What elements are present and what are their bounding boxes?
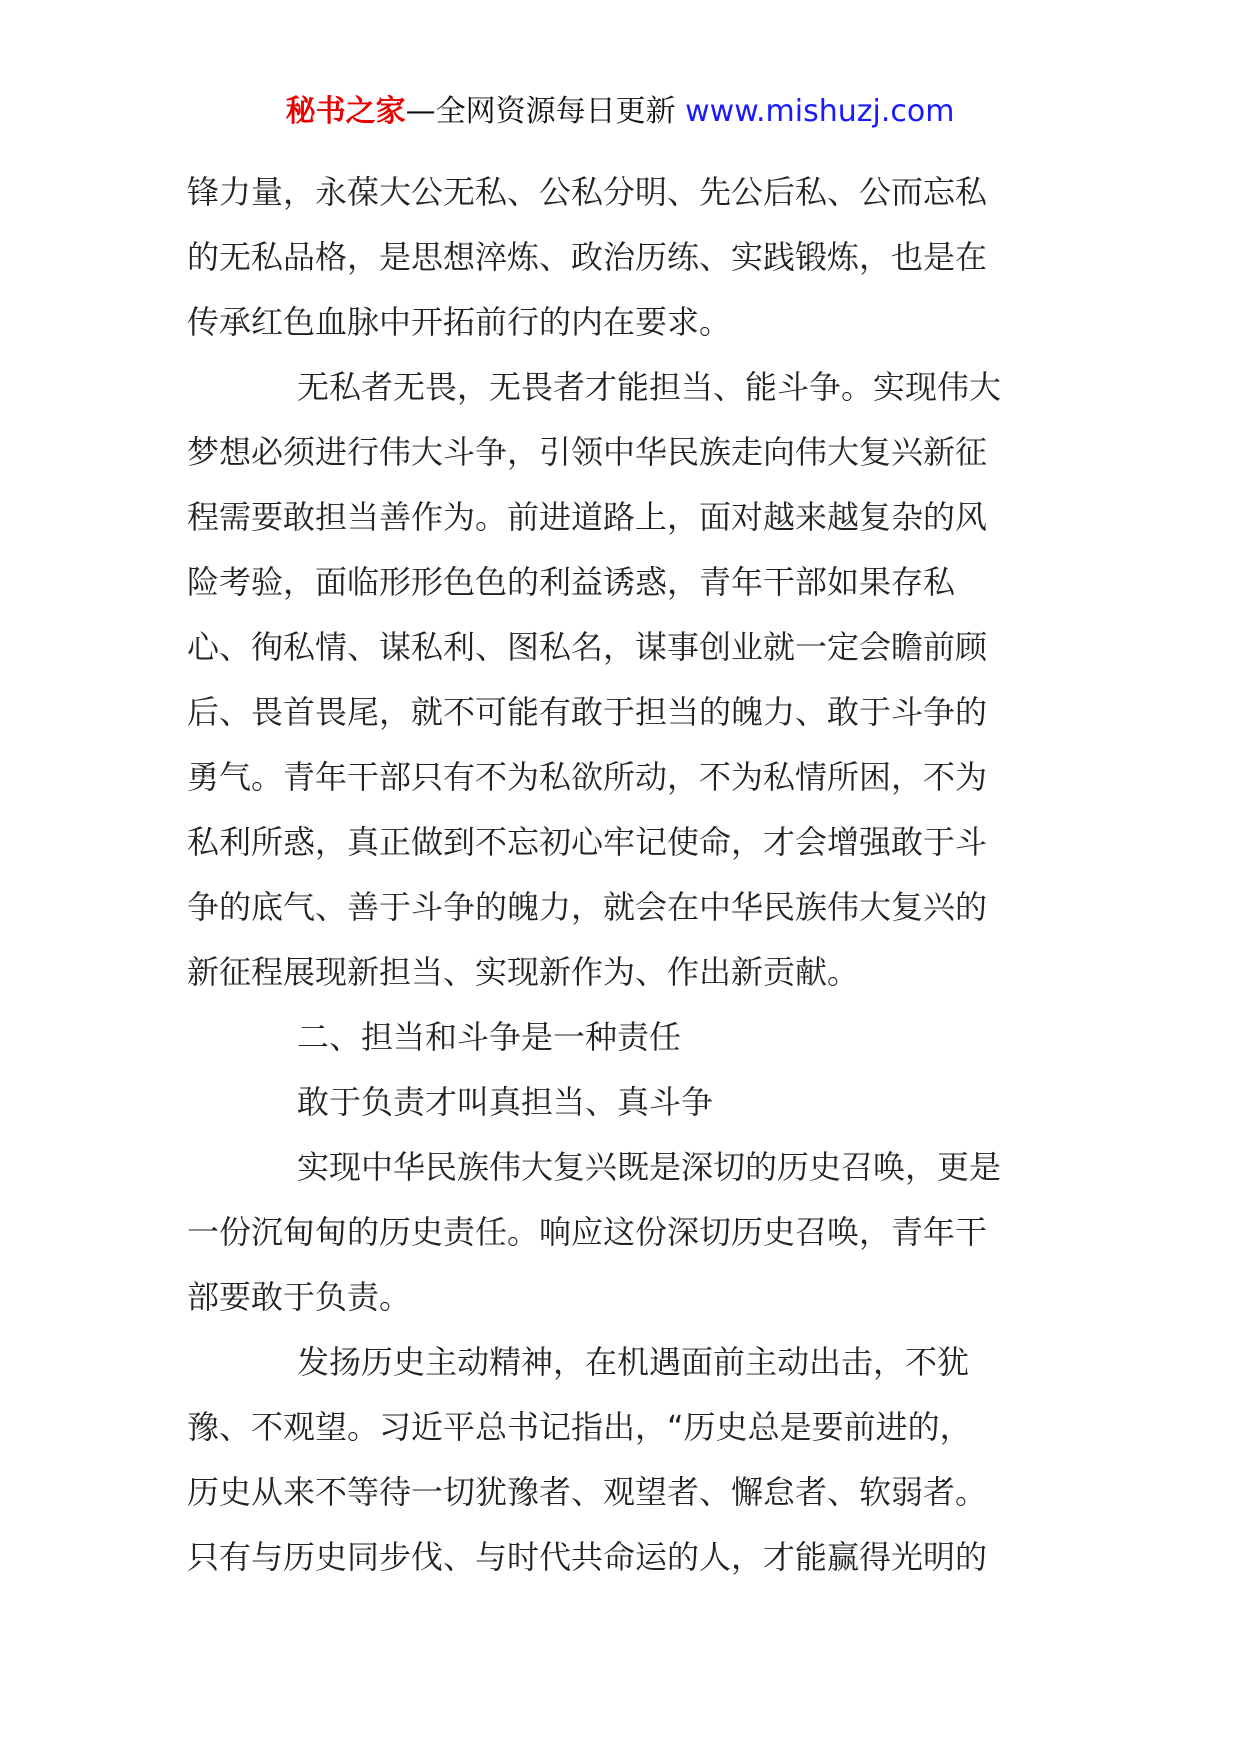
- site-url-link[interactable]: www.mishuzj.com: [685, 94, 955, 129]
- text-line: 程需要敢担当善作为。前进道路上，面对越来越复杂的风: [187, 498, 988, 536]
- text-line: 私利所惑，真正做到不忘初心牢记使命，才会增强敢于斗: [187, 823, 988, 861]
- text-line: 心、徇私情、谋私利、图私名，谋事创业就一定会瞻前顾: [187, 628, 988, 666]
- site-brand: 秘书之家: [285, 94, 406, 129]
- text-line: 险考验，面临形形色色的利益诱惑，青年干部如果存私: [187, 563, 956, 601]
- text-line: 传承红色血脉中开拓前行的内在要求。: [187, 303, 732, 341]
- site-tagline: —全网资源每日更新: [405, 94, 676, 129]
- text-line: 勇气。青年干部只有不为私欲所动，不为私情所困，不为: [187, 758, 988, 796]
- paragraph-start-line: 发扬历史主动精神，在机遇面前主动出击，不犹: [297, 1343, 970, 1381]
- text-line: 梦想必须进行伟大斗争，引领中华民族走向伟大复兴新征: [187, 433, 988, 471]
- text-line: 部要敢于负责。: [187, 1278, 412, 1316]
- text-line: 历史从来不等待一切犹豫者、观望者、懈怠者、软弱者。: [187, 1473, 988, 1511]
- text-line: 只有与历史同步伐、与时代共命运的人，才能赢得光明的: [187, 1538, 988, 1576]
- document-body: [187, 160, 1027, 1590]
- section-subheading: 敢于负责才叫真担当、真斗争: [297, 1083, 714, 1121]
- text-line: 新征程展现新担当、实现新作为、作出新贡献。: [187, 953, 860, 991]
- text-line: 一份沉甸甸的历史责任。响应这份深切历史召唤，青年干: [187, 1213, 988, 1251]
- text-line: 的无私品格，是思想淬炼、政治历练、实践锻炼，也是在: [187, 238, 988, 276]
- site-header: [0, 92, 1240, 132]
- text-line: 后、畏首畏尾，就不可能有敢于担当的魄力、敢于斗争的: [187, 693, 988, 731]
- paragraph-start-line: 实现中华民族伟大复兴既是深切的历史召唤，更是: [297, 1148, 1002, 1186]
- section-heading: 二、担当和斗争是一种责任: [297, 1018, 682, 1056]
- text-line: 争的底气、善于斗争的魄力，就会在中华民族伟大复兴的: [187, 888, 988, 926]
- text-line: 豫、不观望。习近平总书记指出，“历史总是要前进的，: [187, 1408, 972, 1446]
- paragraph-start-line: 无私者无畏，无畏者才能担当、能斗争。实现伟大: [297, 368, 1002, 406]
- text-line: 锋力量，永葆大公无私、公私分明、先公后私、公而忘私: [187, 173, 988, 211]
